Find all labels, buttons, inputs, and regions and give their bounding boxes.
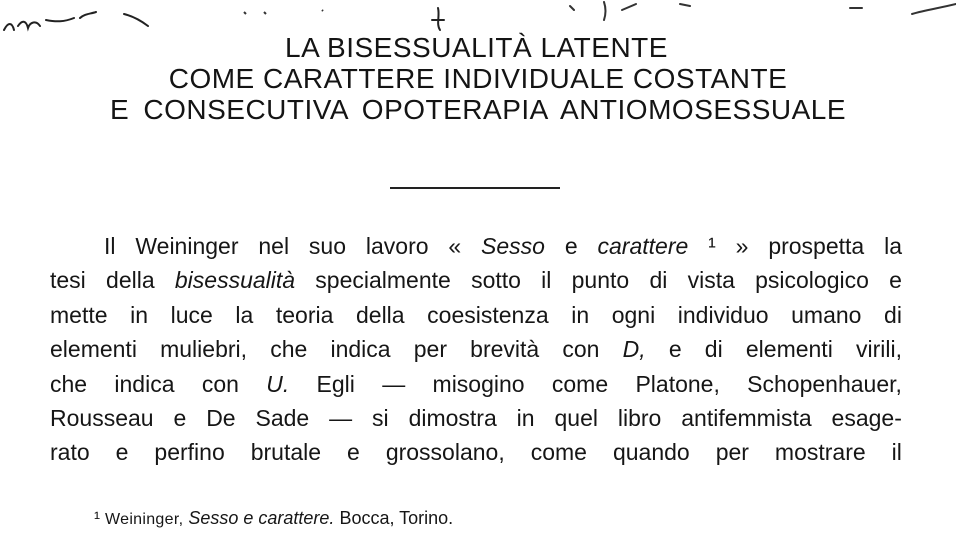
footnote [94, 508, 453, 529]
footnote-publisher: Bocca, Torino. [339, 508, 454, 528]
body-line: elementi muliebri, che indica per brevità con D, e di elementi virili, [50, 336, 902, 363]
title-divider [390, 187, 560, 189]
title-line-2: COME CARATTERE INDIVIDUALE COSTANTE [168, 63, 788, 94]
body-paragraph [50, 229, 902, 470]
footnote-work: Sesso e carattere. [188, 508, 335, 528]
body-line: rato e perfino brutale e grossolano, come quando per mostrare il [50, 439, 902, 466]
body-line: mette in luce la teoria della coesistenza in ogni individuo umano di [50, 301, 902, 328]
footnote-author: Weininger, [105, 511, 184, 528]
title-line-1: LA BISESSUALITÀ LATENTE [285, 32, 668, 63]
body-line: Rousseau e De Sade — si dimostra in quel libro antifemmista esage- [50, 404, 902, 431]
footnote-marker: ¹ [94, 508, 100, 528]
body-line: tesi della bisessualità specialmente sotto il punto di vista psicologico e [50, 267, 902, 294]
body-line: Il Weininger nel suo lavoro « Sesso e carattere ¹ » prospetta la [104, 233, 902, 259]
title-line-3: E CONSECUTIVA OPOTERAPIA ANTIOMOSESSUALE [109, 94, 847, 125]
chapter-title [0, 32, 956, 125]
body-line: che indica con U. Egli — misogino come Platone, Schopenhauer, [50, 370, 902, 397]
